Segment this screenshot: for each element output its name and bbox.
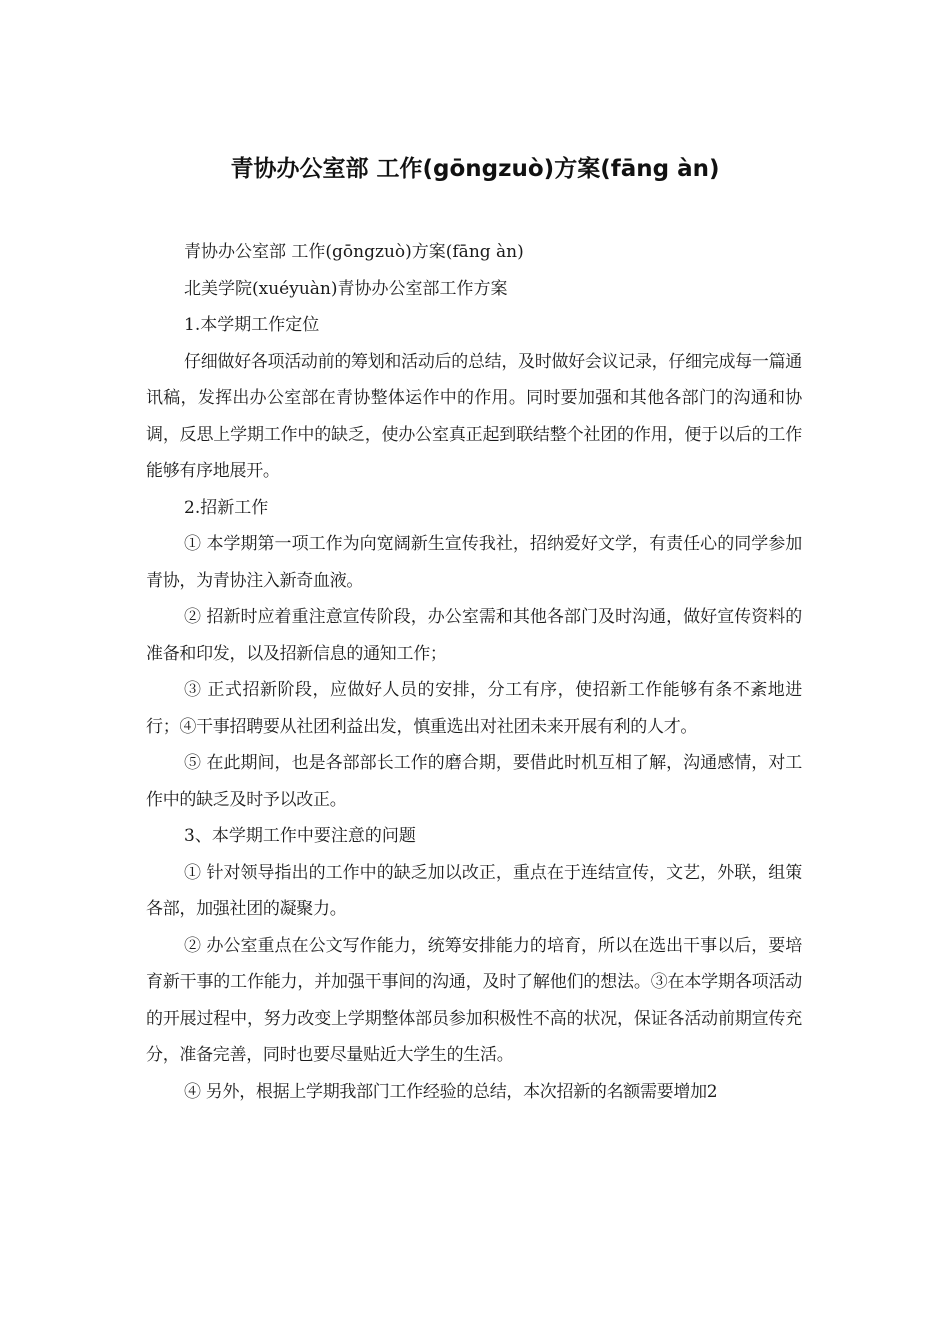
paragraph-issue-1: ① 针对领导指出的工作中的缺乏加以改正，重点在于连结宣传，文艺，外联，组策各部，加强社团的凝聚力。 — [146, 862, 802, 919]
paragraph-issue-2: ② 办公室重点在公文写作能力，统筹安排能力的培育，所以在选出干事以后，要培育新干事的工作能力，并加强干事间的沟通，及时了解他们的想法。③在本学期各项活动的开展过程中，努力改变上学期整体部员参加积极性不高的状况，保证各活动前期宣传充分，准备完善，同时也要尽量贴近大学生的生活。 — [146, 935, 802, 1065]
paragraph-issue-4: ④ 另外，根据上学期我部门工作经验的总结，本次招新的名额需要增加2 — [184, 1081, 718, 1102]
paragraph-heading-repeat: 青协办公室部 工作(gōngzuò)方案(fāng àn) — [184, 242, 524, 262]
section-heading-1: 1.本学期工作定位 — [184, 315, 320, 335]
section-heading-2: 2.招新工作 — [184, 497, 269, 518]
paragraph-recruit-2: ② 招新时应着重注意宣传阶段，办公室需和其他各部门及时沟通，做好宣传资料的准备和印发，以及招新信息的通知工作； — [146, 607, 802, 664]
document-body — [146, 234, 802, 1110]
paragraph-recruit-3: ③ 正式招新阶段，应做好人员的安排，分工有序，使招新工作能够有条不紊地进行；④干事招聘要从社团利益出发，慎重选出对社团未来开展有利的人才。 — [146, 680, 802, 737]
document-title: 青协办公室部 工作(gōngzuò)方案(fāng àn) — [230, 156, 720, 182]
paragraph-subtitle: 北美学院(xuéyuàn)青协办公室部工作方案 — [184, 278, 508, 299]
section-heading-3: 3、本学期工作中要注意的问题 — [184, 826, 416, 846]
paragraph-positioning: 仔细做好各项活动前的筹划和活动后的总结，及时做好会议记录，仔细完成每一篇通讯稿，发挥出办公室部在青协整体运作中的作用。同时要加强和其他各部门的沟通和协调，反思上学期工作中的缺乏，使办公室真正起到联结整个社团的作用，便于以后的工作能够有序地展开。 — [146, 351, 802, 481]
paragraph-recruit-1: ① 本学期第一项工作为向宽阔新生宣传我社，招纳爱好文学，有责任心的同学参加青协，为青协注入新奇血液。 — [146, 534, 802, 591]
paragraph-recruit-5: ⑤ 在此期间，也是各部部长工作的磨合期，要借此时机互相了解，沟通感情，对工作中的缺乏及时予以改正。 — [146, 753, 802, 810]
